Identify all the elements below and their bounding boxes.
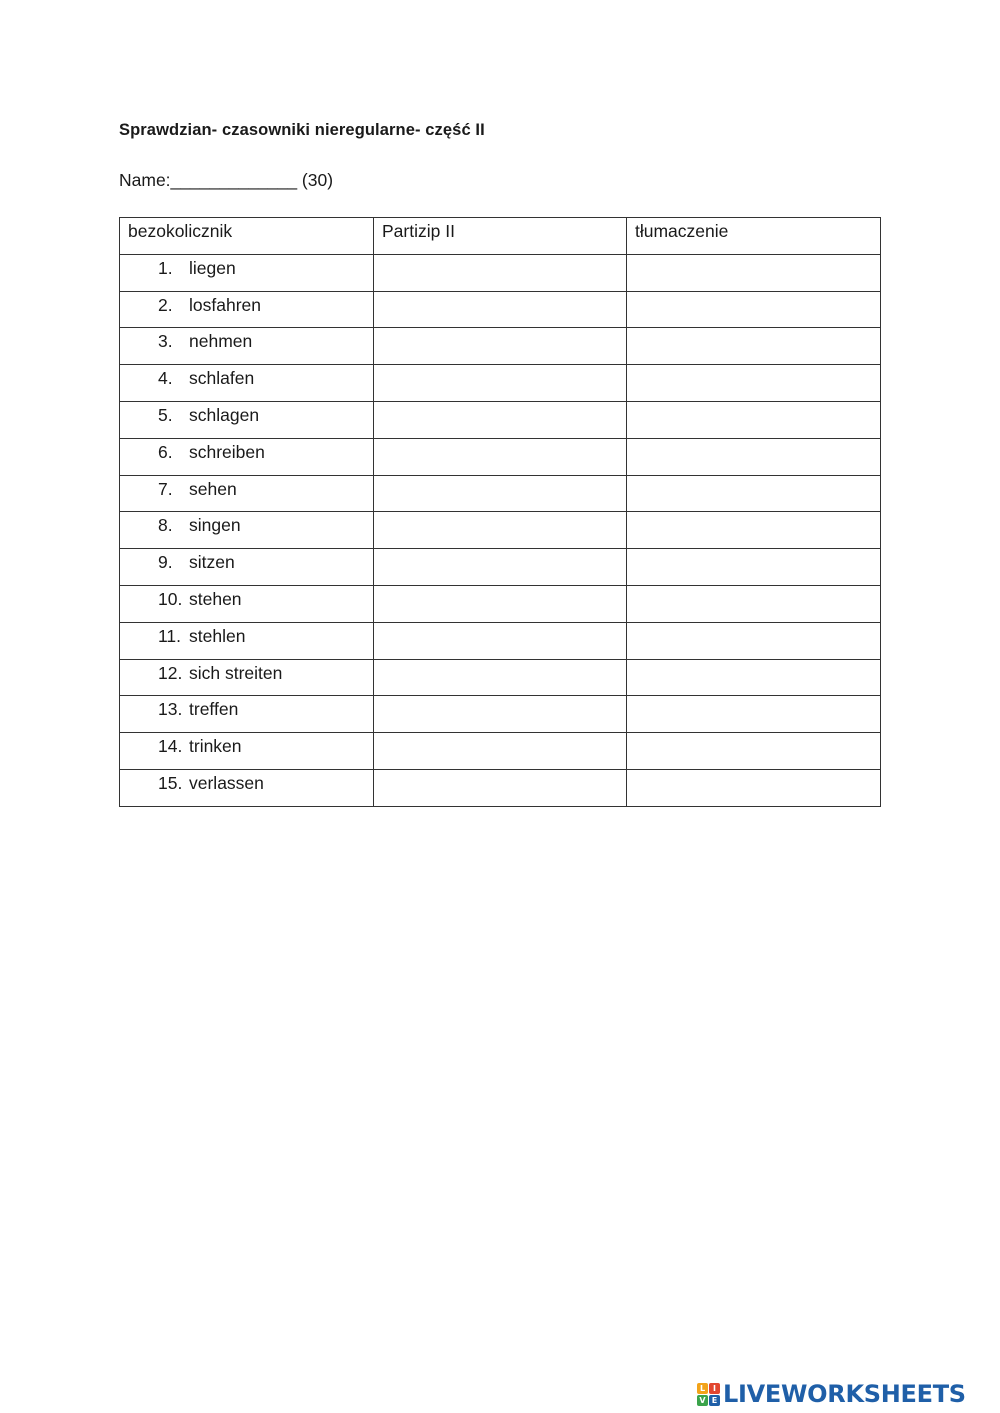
infinitive-text: stehen xyxy=(189,588,242,609)
infinitive-text: liegen xyxy=(189,257,236,278)
table-row xyxy=(120,585,881,622)
infinitive-text: sitzen xyxy=(189,552,235,573)
infinitive-cell xyxy=(120,475,374,512)
translation-answer-input[interactable] xyxy=(635,331,872,361)
translation-cell xyxy=(627,254,881,291)
logo-mark-cell: V xyxy=(697,1395,708,1406)
liveworksheets-logo xyxy=(697,1378,966,1410)
partizip-cell xyxy=(374,254,627,291)
partizip-answer-input[interactable] xyxy=(382,773,618,803)
column-header-infinitive: bezokolicznik xyxy=(120,218,374,255)
table-row xyxy=(120,696,881,733)
column-header-partizip: Partizip II xyxy=(374,218,627,255)
table-row xyxy=(120,254,881,291)
infinitive-text: singen xyxy=(189,515,241,536)
partizip-cell xyxy=(374,659,627,696)
row-number: 4. xyxy=(158,368,173,389)
translation-answer-input[interactable] xyxy=(635,442,872,472)
partizip-answer-input[interactable] xyxy=(382,736,618,766)
partizip-cell xyxy=(374,328,627,365)
infinitive-cell xyxy=(120,769,374,806)
partizip-cell xyxy=(374,365,627,402)
partizip-cell xyxy=(374,696,627,733)
translation-cell xyxy=(627,659,881,696)
row-number: 9. xyxy=(158,552,173,573)
translation-answer-input[interactable] xyxy=(635,405,872,435)
table-row xyxy=(120,438,881,475)
row-number: 6. xyxy=(158,441,173,462)
translation-cell xyxy=(627,549,881,586)
logo-mark-cell: L xyxy=(697,1383,708,1394)
infinitive-cell xyxy=(120,291,374,328)
table-row xyxy=(120,769,881,806)
translation-cell xyxy=(627,733,881,770)
translation-cell xyxy=(627,328,881,365)
partizip-cell xyxy=(374,291,627,328)
translation-answer-input[interactable] xyxy=(635,295,872,325)
translation-cell xyxy=(627,438,881,475)
infinitive-cell xyxy=(120,438,374,475)
translation-answer-input[interactable] xyxy=(635,515,872,545)
translation-answer-input[interactable] xyxy=(635,663,872,693)
partizip-cell xyxy=(374,769,627,806)
partizip-answer-input[interactable] xyxy=(382,699,618,729)
table-row xyxy=(120,328,881,365)
row-number: 2. xyxy=(158,294,173,315)
row-number: 14. xyxy=(158,736,183,757)
infinitive-cell xyxy=(120,401,374,438)
partizip-cell xyxy=(374,622,627,659)
row-number: 13. xyxy=(158,699,183,720)
partizip-answer-input[interactable] xyxy=(382,479,618,509)
translation-cell xyxy=(627,291,881,328)
translation-answer-input[interactable] xyxy=(635,626,872,656)
row-number: 10. xyxy=(158,588,183,609)
infinitive-cell xyxy=(120,622,374,659)
infinitive-text: sehen xyxy=(189,478,237,499)
translation-cell xyxy=(627,696,881,733)
name-line: Name:_____________ (30) xyxy=(119,170,334,190)
table-row xyxy=(120,401,881,438)
translation-answer-input[interactable] xyxy=(635,368,872,398)
infinitive-text: sich streiten xyxy=(189,662,283,683)
partizip-answer-input[interactable] xyxy=(382,442,618,472)
table-row xyxy=(120,475,881,512)
translation-cell xyxy=(627,585,881,622)
logo-text: LIVEWORKSHEETS xyxy=(723,1380,966,1408)
partizip-answer-input[interactable] xyxy=(382,258,618,288)
partizip-answer-input[interactable] xyxy=(382,295,618,325)
logo-mark-cell: E xyxy=(709,1395,720,1406)
partizip-answer-input[interactable] xyxy=(382,405,618,435)
infinitive-cell xyxy=(120,696,374,733)
partizip-answer-input[interactable] xyxy=(382,589,618,619)
infinitive-text: schreiben xyxy=(189,441,265,462)
translation-cell xyxy=(627,769,881,806)
partizip-answer-input[interactable] xyxy=(382,515,618,545)
partizip-cell xyxy=(374,733,627,770)
partizip-cell xyxy=(374,438,627,475)
worksheet-title: Sprawdzian- czasowniki nieregularne- część II xyxy=(119,121,485,139)
translation-answer-input[interactable] xyxy=(635,258,872,288)
translation-answer-input[interactable] xyxy=(635,773,872,803)
table-row xyxy=(120,512,881,549)
row-number: 8. xyxy=(158,515,173,536)
partizip-answer-input[interactable] xyxy=(382,626,618,656)
infinitive-cell xyxy=(120,365,374,402)
translation-answer-input[interactable] xyxy=(635,479,872,509)
translation-answer-input[interactable] xyxy=(635,699,872,729)
infinitive-text: trinken xyxy=(189,736,242,757)
partizip-cell xyxy=(374,475,627,512)
row-number: 15. xyxy=(158,772,183,793)
table-row xyxy=(120,549,881,586)
infinitive-text: schlagen xyxy=(189,404,260,425)
infinitive-cell xyxy=(120,254,374,291)
table-row xyxy=(120,291,881,328)
column-header-translation: tłumaczenie xyxy=(627,218,881,255)
row-number: 1. xyxy=(158,257,173,278)
infinitive-text: schlafen xyxy=(189,368,255,389)
translation-cell xyxy=(627,401,881,438)
table-header-row xyxy=(120,218,881,255)
translation-cell xyxy=(627,365,881,402)
row-number: 12. xyxy=(158,662,183,683)
partizip-answer-input[interactable] xyxy=(382,552,618,582)
table-row xyxy=(120,365,881,402)
infinitive-text: losfahren xyxy=(189,294,261,315)
infinitive-cell xyxy=(120,328,374,365)
partizip-answer-input[interactable] xyxy=(382,663,618,693)
translation-answer-input[interactable] xyxy=(635,736,872,766)
partizip-cell xyxy=(374,401,627,438)
translation-cell xyxy=(627,622,881,659)
row-number: 11. xyxy=(158,625,182,646)
row-number: 5. xyxy=(158,404,173,425)
infinitive-text: stehlen xyxy=(189,625,246,646)
infinitive-cell xyxy=(120,549,374,586)
table-row xyxy=(120,733,881,770)
logo-mark-icon xyxy=(697,1383,720,1406)
translation-cell xyxy=(627,512,881,549)
translation-cell xyxy=(627,475,881,512)
partizip-cell xyxy=(374,549,627,586)
partizip-cell xyxy=(374,585,627,622)
table-row xyxy=(120,622,881,659)
infinitive-text: verlassen xyxy=(189,772,264,793)
partizip-answer-input[interactable] xyxy=(382,368,618,398)
infinitive-cell xyxy=(120,733,374,770)
infinitive-text: treffen xyxy=(189,699,239,720)
partizip-cell xyxy=(374,512,627,549)
infinitive-cell xyxy=(120,659,374,696)
translation-answer-input[interactable] xyxy=(635,552,872,582)
row-number: 3. xyxy=(158,331,173,352)
row-number: 7. xyxy=(158,478,173,499)
verbs-table xyxy=(119,217,881,807)
infinitive-text: nehmen xyxy=(189,331,253,352)
partizip-answer-input[interactable] xyxy=(382,331,618,361)
infinitive-cell xyxy=(120,512,374,549)
infinitive-cell xyxy=(120,585,374,622)
table-row xyxy=(120,659,881,696)
translation-answer-input[interactable] xyxy=(635,589,872,619)
logo-mark-cell: I xyxy=(709,1383,720,1394)
